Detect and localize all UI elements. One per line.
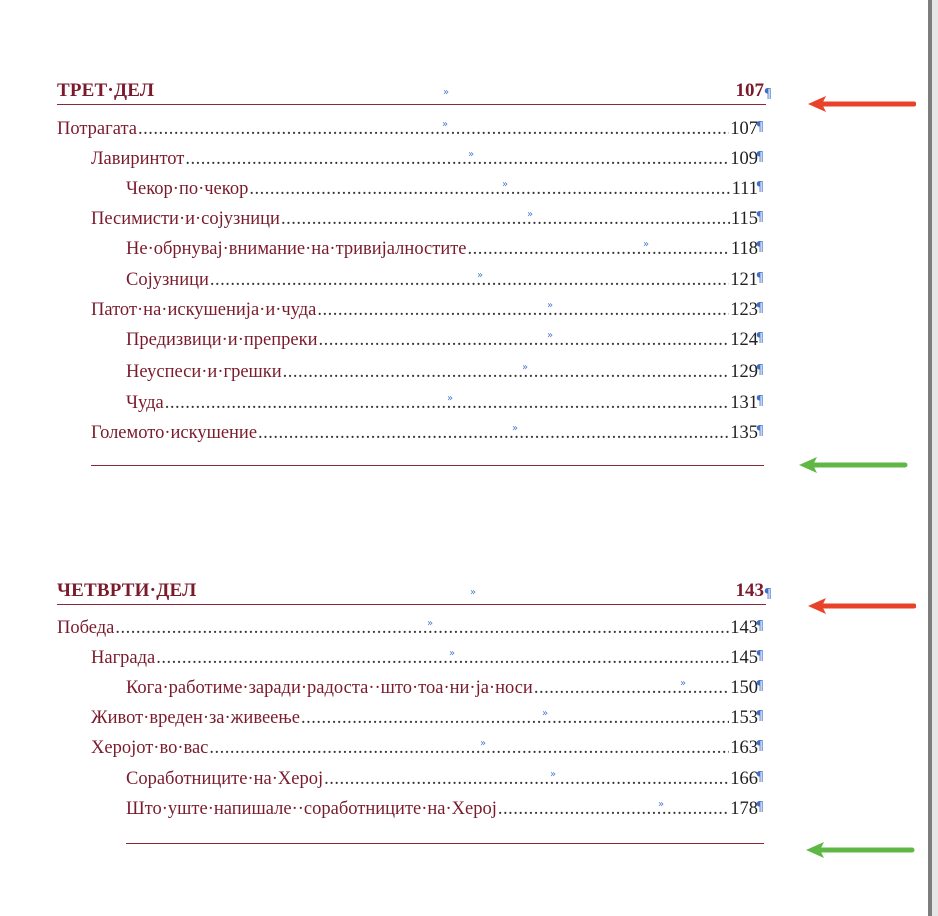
tab-mark: » <box>658 799 665 810</box>
tab-mark: » <box>480 738 487 749</box>
toc-entry-page: 166 <box>730 769 758 789</box>
pilcrow-mark: ¶ <box>755 770 764 785</box>
dot-leader <box>209 737 729 759</box>
pilcrow-mark: ¶ <box>755 150 764 165</box>
tab-mark: » <box>522 362 529 373</box>
part-title: ТРЕТ·ДЕЛ <box>57 80 155 101</box>
tab-mark: » <box>442 119 449 130</box>
toc-entry-page: 123 <box>730 300 758 320</box>
toc-entry-label: Големото·искушение <box>91 423 258 443</box>
toc-entry-page: 135 <box>730 423 758 443</box>
pilcrow-mark: ¶ <box>755 709 764 724</box>
part-page-number: 107 <box>735 80 764 101</box>
pilcrow-mark: ¶ <box>755 679 764 694</box>
toc-entry-page: 153 <box>730 708 758 728</box>
red-arrow-annotation <box>806 598 916 614</box>
red-arrow-annotation <box>806 96 916 112</box>
tab-mark: » <box>447 393 454 404</box>
tab-mark: » <box>547 330 554 341</box>
toc-entry-label: Патот·на·искушенија·и·чуда <box>91 300 317 320</box>
dot-leader <box>115 617 729 639</box>
toc-entry-page: 121 <box>730 270 758 290</box>
green-arrow-annotation <box>804 842 916 858</box>
toc-entry[interactable] <box>126 760 764 790</box>
toc-entry-label: Победа <box>57 618 115 638</box>
green-arrow-annotation <box>797 457 909 473</box>
toc-entry-page: 150 <box>730 678 758 698</box>
toc-entry-label: Потрагата <box>57 119 137 139</box>
part-page-number: 143 <box>735 580 764 601</box>
dot-leader <box>534 677 729 699</box>
toc-entry-label: Сојузници <box>126 270 209 290</box>
tab-mark: » <box>502 179 509 190</box>
toc-entry-page: 129 <box>730 362 758 382</box>
toc-entry-label: Чуда <box>126 393 164 413</box>
toc-entry-label: Не·обрнувај·внимание·на·тривијалностите <box>126 239 467 259</box>
tab-mark: » <box>512 423 519 434</box>
pilcrow-mark: ¶ <box>755 120 764 135</box>
tab-mark: » <box>550 769 557 780</box>
dot-leader <box>498 798 729 820</box>
pilcrow-mark: ¶ <box>755 210 764 225</box>
toc-entry-label: Песимисти·и·сојузници <box>91 209 280 229</box>
pilcrow-mark: ¶ <box>763 587 772 602</box>
toc-entry-label: Предизвици·и·препреки <box>126 330 318 350</box>
toc-entry-page: 107 <box>730 119 758 139</box>
toc-entry[interactable] <box>126 790 764 820</box>
tab-mark: » <box>427 618 434 629</box>
pilcrow-mark: ¶ <box>755 363 764 378</box>
dot-leader <box>324 768 729 790</box>
tab-mark: » <box>443 87 450 98</box>
toc-entry[interactable] <box>91 639 764 669</box>
pilcrow-mark: ¶ <box>755 800 764 815</box>
tab-mark: » <box>449 648 456 659</box>
pilcrow-mark: ¶ <box>755 180 764 195</box>
tab-mark: » <box>643 239 650 250</box>
part-heading <box>57 578 772 605</box>
toc-entry-page: 178 <box>730 799 758 819</box>
tab-mark: » <box>542 708 549 719</box>
toc-entry-page: 115 <box>730 209 758 229</box>
pilcrow-mark: ¶ <box>755 424 764 439</box>
toc-entry-label: Живот·вреден·за·живеење <box>91 708 300 728</box>
toc-entry-page: 163 <box>730 738 758 758</box>
toc-entry-page: 109 <box>730 149 758 169</box>
pilcrow-mark: ¶ <box>755 240 764 255</box>
section-end-rule <box>126 843 764 844</box>
toc-entry[interactable] <box>91 699 764 729</box>
part-title: ЧЕТВРТИ·ДЕЛ <box>57 580 197 601</box>
toc-entry-label: Херојот·во·вас <box>91 738 209 758</box>
toc-entry[interactable] <box>57 609 764 639</box>
toc-entry-label: Што·уште·напишале··соработниците·на·Херој <box>126 799 497 819</box>
toc-entry[interactable] <box>126 669 764 699</box>
toc-entry-page: 118 <box>730 239 758 259</box>
tab-mark: » <box>470 587 477 598</box>
pilcrow-mark: ¶ <box>755 394 764 409</box>
tab-mark: » <box>547 300 554 311</box>
toc-entry-label: Кога·работиме·заради·радоста··што·тоа·ни·ја·носи <box>126 678 533 698</box>
toc-entry-label: Чекор·по·чекор <box>126 179 249 199</box>
toc-entry[interactable] <box>91 729 764 759</box>
tab-mark: » <box>477 270 484 281</box>
tab-mark: » <box>468 149 475 160</box>
pilcrow-mark: ¶ <box>755 619 764 634</box>
toc-entry-label: Соработниците·на·Херој <box>126 769 324 789</box>
pilcrow-mark: ¶ <box>755 301 764 316</box>
tab-mark: » <box>527 209 534 220</box>
pilcrow-mark: ¶ <box>755 649 764 664</box>
toc-entry-page: 111 <box>731 179 758 199</box>
dot-leader <box>156 647 729 669</box>
page-edge-shadow <box>932 0 938 916</box>
toc-entry-label: Награда <box>91 648 156 668</box>
toc-entry-page: 143 <box>730 618 758 638</box>
dot-leader <box>301 707 729 729</box>
toc-entry-label: Лавиринтот <box>91 149 185 169</box>
toc-entry-page: 124 <box>730 330 758 350</box>
pilcrow-mark: ¶ <box>755 739 764 754</box>
pilcrow-mark: ¶ <box>755 331 764 346</box>
tab-mark: » <box>680 678 687 689</box>
pilcrow-mark: ¶ <box>763 87 772 102</box>
pilcrow-mark: ¶ <box>755 271 764 286</box>
toc-entry-page: 131 <box>730 393 758 413</box>
toc-entry-page: 145 <box>730 648 758 668</box>
toc-entry-label: Неуспеси·и·грешки <box>126 362 282 382</box>
